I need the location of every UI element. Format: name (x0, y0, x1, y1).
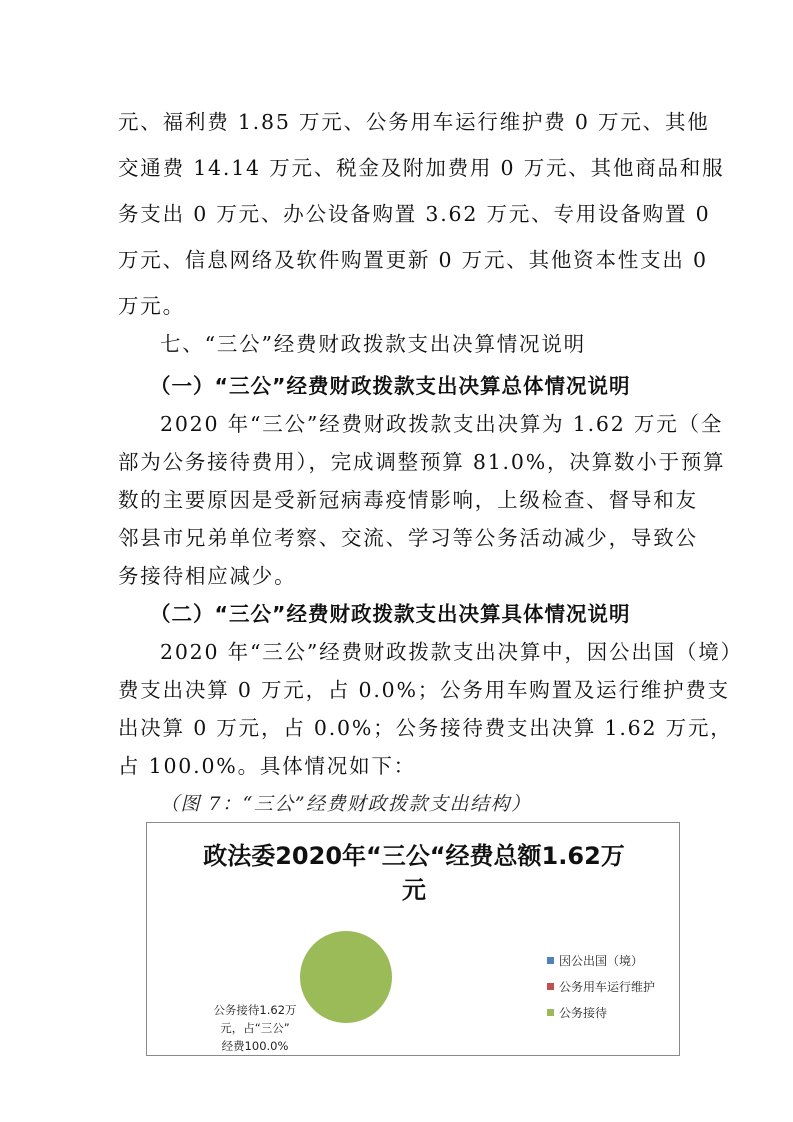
paragraph-line: 交通费 14.14 万元、税金及附加费用 0 万元、其他商品和服 (118, 156, 725, 180)
legend-label: 公务接待 (559, 1005, 608, 1020)
section-heading: 七、“三公”经费财政拨款支出决算情况说明 (160, 332, 586, 356)
legend-label: 因公出国（境） (559, 953, 644, 968)
pie-data-label-line: 公务接待1.62万 (213, 1003, 297, 1017)
pie-data-label-line: 经费100.0% (221, 1039, 289, 1053)
paragraph-line: 万元。 (118, 294, 185, 318)
paragraph-line: 务支出 0 万元、办公设备购置 3.62 万元、专用设备购置 0 (118, 202, 711, 226)
paragraph-line: 出决算 0 万元，占 0.0%；公务接待费支出决算 1.62 万元， (118, 716, 733, 740)
legend-item (547, 947, 655, 973)
paragraph-line: 务接待相应减少。 (118, 564, 297, 588)
paragraph-line: 2020 年“三公”经费财政拨款支出决算为 1.62 万元（全 (160, 412, 724, 436)
subsection-heading-1: （一）“三公”经费财政拨款支出决算总体情况说明 (150, 374, 631, 398)
legend-swatch (547, 983, 554, 990)
subsection-heading-2: （二）“三公”经费财政拨款支出决算具体情况说明 (150, 602, 631, 626)
legend-swatch (547, 1009, 554, 1016)
paragraph-line: 占 100.0%。具体情况如下： (118, 754, 416, 778)
figure-caption: （图 7：“三公”经费财政拨款支出结构） (160, 793, 532, 815)
paragraph-line: 费支出决算 0 万元，占 0.0%；公务用车购置及运行维护费支 (118, 678, 730, 702)
legend-swatch (547, 957, 554, 964)
paragraph-line: 2020 年“三公”经费财政拨款支出决算中，因公出国（境） (160, 640, 743, 664)
paragraph-line: 数的主要原因是受新冠病毒疫情影响，上级检查、督导和友 (118, 488, 698, 512)
paragraph-line: 元、福利费 1.85 万元、公务用车运行维护费 0 万元、其他 (118, 110, 710, 134)
pie-slice (300, 931, 392, 1023)
paragraph-line: 部为公务接待费用），完成调整预算 81.0%，决算数小于预算 (118, 450, 726, 474)
pie-chart (146, 822, 680, 1056)
legend-item (547, 999, 655, 1025)
paragraph-line: 邻县市兄弟单位考察、交流、学习等公务活动减少，导致公 (118, 526, 698, 550)
paragraph-line: 万元、信息网络及软件购置更新 0 万元、其他资本性支出 0 (118, 248, 708, 272)
pie-data-label-line: 元，占“三公” (220, 1021, 290, 1035)
chart-legend (547, 947, 655, 1025)
legend-label: 公务用车运行维护 (559, 979, 656, 994)
pie-data-label (205, 1001, 305, 1055)
chart-title: 政法委2020年“三公“经费总额1.62万 元 (203, 842, 625, 904)
legend-item (547, 973, 655, 999)
